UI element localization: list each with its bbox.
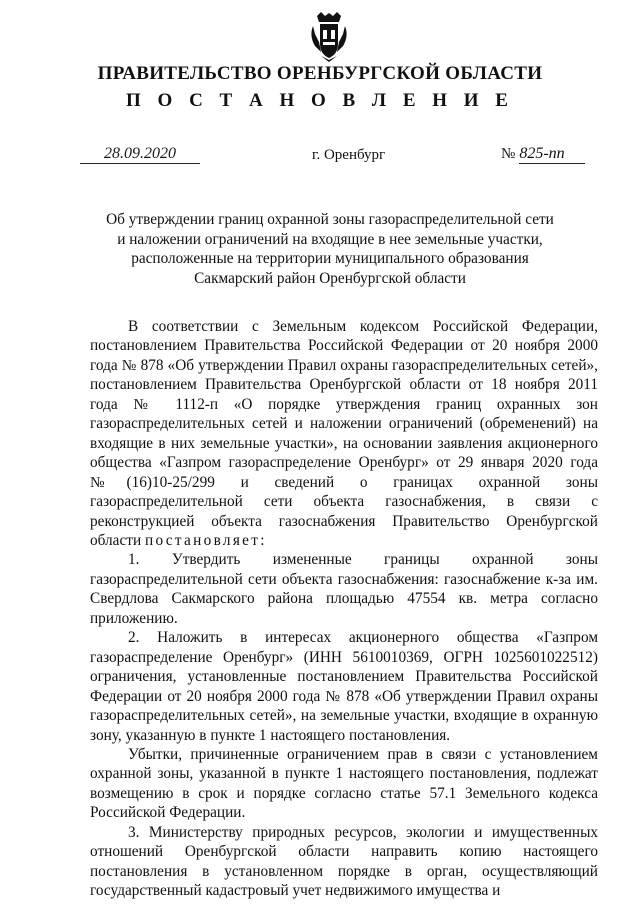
coat-of-arms-emblem xyxy=(309,12,349,62)
document-date: 28.09.2020 xyxy=(80,145,200,164)
damages-paragraph: Убытки, причиненные ограничением прав в связи с установлением охранной зоны, указанной в пункте 1 настоящего постановления, подлежат возмещению в срок и порядке согласно статье 57.1 Земельного кодекса Российской Федерации. xyxy=(90,745,598,822)
organization-title: ПРАВИТЕЛЬСТВО ОРЕНБУРГСКОЙ ОБЛАСТИ xyxy=(97,63,543,84)
subject-line: расположенные на территории муниципального образования xyxy=(131,250,529,267)
item-2-paragraph: 2. Наложить в интересах акционерного общества «Газпром газораспределение Оренбург» (ИНН 5610010369, ОГРН 1025601022512) ограничения, установленные постановлением Правительства Российской Федерации от 20 ноября 2000 года № 878 «Об утверждении Правил охраны газораспределительных сетей», на земельные участки, входящие в охранную зону, указанную в пункте 1 настоящего постановления. xyxy=(90,629,598,744)
subject-line: и наложении ограничений на входящие в нее земельные участки, xyxy=(117,230,543,248)
document-type: П О С Т А Н О В Л Е Н И Е xyxy=(126,90,514,111)
document-city: г. Оренбург xyxy=(312,147,386,163)
document-subject xyxy=(60,210,600,288)
item-1-paragraph: 1. Утвердить измененные границы охранной зоны газораспределительной сети объекта газоснабжения: газоснабжение к-за им. Свердлова Сакмарского района площадью 47554 кв. метра согласно приложению. xyxy=(90,551,598,627)
preamble-verb: постановляет xyxy=(144,531,261,549)
document-body xyxy=(90,317,598,901)
document-number xyxy=(501,145,585,164)
subject-line: Сакмарский район Оренбургской области xyxy=(194,269,466,287)
subject-line: Об утверждении границ охранной зоны газораспределительной сети xyxy=(106,211,554,228)
preamble-paragraph xyxy=(90,317,598,550)
preamble-end: : xyxy=(260,531,265,549)
item-3-paragraph: 3. Министерству природных ресурсов, экологии и имущественных отношений Оренбургской области направить копию настоящего постановления в установленном порядке в орган, осуществляющий государственный кадастровый учет недвижимого имущества и xyxy=(90,823,598,900)
number-label: № xyxy=(501,146,516,162)
preamble-text: В соответствии с Земельным кодексом Российской Федерации, постановлением Правительства Российской Федерации от 20 ноября 2000 года № 878 «Об утверждении Правил охраны газораспределительных сетей», постановлением Правительства Оренбургской области от 18 ноября 2011 года № 1112-п «О порядке утверждения границ охранных зон газораспределительных сетей и наложении ограничений (обременений) на входящие в них земельные участки», на основании заявления акционерного общества «Газпром газораспределение Оренбург» от 29 января 2020 года №(16)10-25/299 и сведений о границах охранной зоны газораспределительной сети объекта газоснабжения, в связи с реконструкцией объекта газоснабжения Правительство Оренбургской области xyxy=(90,318,598,549)
number-value: 825-пп xyxy=(519,145,585,164)
